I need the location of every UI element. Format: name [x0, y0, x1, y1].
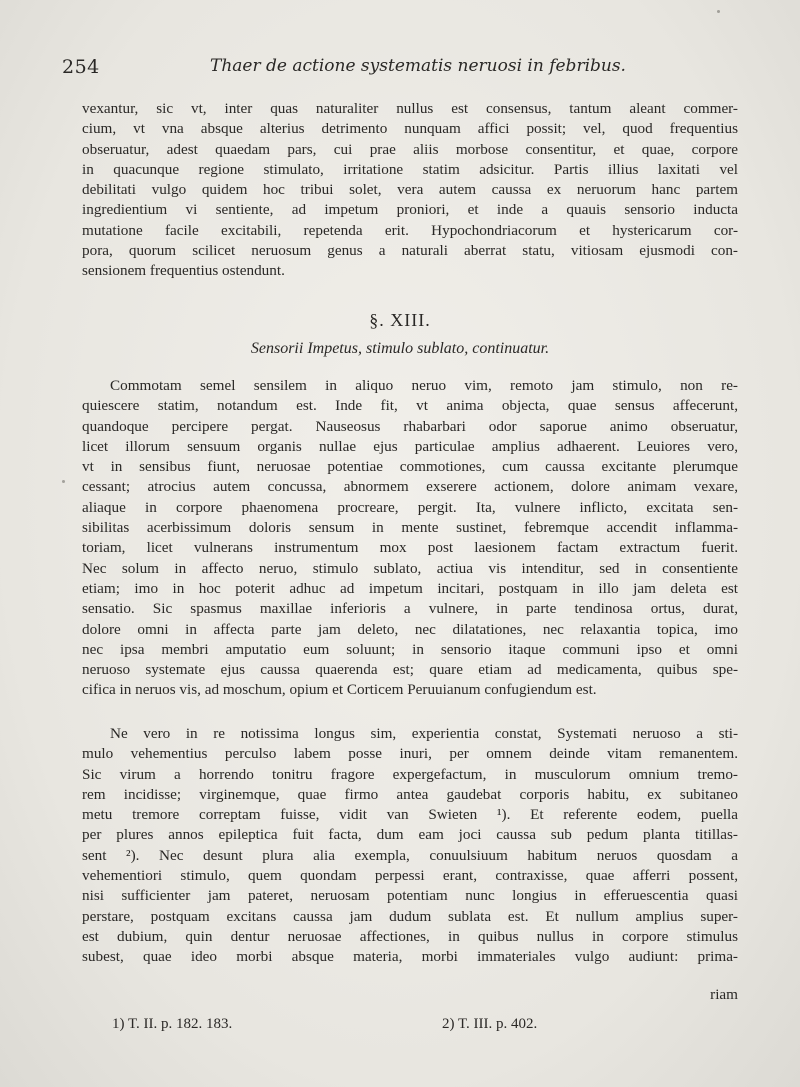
text-line: cessant; atrocius autem concussa, abnormem exserere actionem, dolore animam vexare, [82, 478, 738, 496]
text-line: toriam, licet vulnerans instrumentum mox post laesionem factam extractum fuerit. [82, 539, 738, 557]
running-title: Thaer de actione systematis neruosi in febribus. [210, 56, 626, 76]
text-line: mutatione facile excitabili, repetenda erit. Hypochondriacorum et hystericarum cor- [82, 221, 738, 239]
page-number: 254 [62, 56, 100, 78]
text-line: vexantur, sic vt, inter quas naturaliter nullus est consensus, tantum aleant commer- [82, 100, 738, 117]
catchword: riam [710, 986, 738, 1003]
text-line: ingredientium vi sentiente, ad impetum proniori, et inde a quauis sensorio inducta [82, 201, 738, 219]
paragraph-3 [82, 724, 738, 968]
text-line: Ne vero in re notissima longus sim, experientia constat, Systemati neruoso a sti- [110, 725, 738, 742]
text-line: metu tremore correptam fuisse, vidit van Swieten ¹). Et referente eodem, puella [82, 806, 738, 824]
text-line: sensatio. Sic spasmus maxillae inferioris a vulnere, in parte tendinosa ortus, durat, [82, 600, 738, 618]
text-line: est dubium, quin dentur neruosae affectiones, in quibus nullus in corpore stimulus [82, 927, 738, 945]
text-line: sent ²). Nec desunt plura alia exempla, conuulsiuum habitum neruos quosdam a [82, 846, 738, 864]
text-line: debilitati vulgo quidem hoc tribui solet, vera autem caussa ex neruorum hanc partem [82, 181, 738, 199]
page-header [60, 52, 720, 80]
text-line: Nec solum in affecto neruo, stimulo sublato, actiua vis intenditur, sed in consentiente [82, 559, 738, 577]
text-line: quandoque percipere pergat. Nauseosus rhabarbari odor saporue animo obseruatur, [82, 417, 738, 435]
text-line: cifica in neruos vis, ad moschum, opium et Corticem Peruuianum confugiendum est. [82, 681, 597, 699]
paper-speck [717, 10, 720, 13]
text-line: nec ipsa membri amputatio eum soluunt; in sensorio itaque communi ipso et omni [82, 640, 738, 658]
paragraph-2 [82, 376, 738, 701]
text-line: vehementiori stimulo, quem quondam perpessi erant, contraxisse, quae afferri possent, [82, 867, 738, 885]
text-line: aliaque in corpore phaenomena procreare, pergit. Ita, vulnere inflicto, excitata sen- [82, 498, 738, 516]
text-line: per plures annos epileptica fuit facta, dum eam joci caussa sub pedum planta titillas- [82, 826, 738, 844]
text-line: subest, quae ideo morbi absque materia, morbi immateriales vulgo audiunt: prima- [82, 948, 738, 966]
text-line: in quacunque regione stimulato, irritatione statim adsicitur. Partis illius laxitati vel [82, 160, 738, 178]
text-line: Sic virum a horrendo tonitru fragore expergefactum, in musculorum omnium tremo- [82, 765, 738, 783]
paper-speck [62, 480, 65, 483]
text-line: dolore omni in affecta parte jam deleto, nec dilatationes, nec relaxantia topica, imo [82, 620, 738, 638]
footnote-1: 1) T. II. p. 182. 183. [112, 1016, 233, 1032]
text-line: obseruatur, adest quaedam pars, cui prae aliis morbose consentitur, et quae, corpore [82, 140, 738, 158]
text-line: neruoso systemate ejus caussa quaerenda est; quare etiam ad medicamenta, quibus spe- [82, 661, 738, 679]
text-line: Commotam semel sensilem in aliquo neruo vim, remoto jam stimulo, non re- [110, 377, 738, 394]
section-subtitle: Sensorii Impetus, stimulo sublato, continuatur. [250, 340, 550, 357]
text-line: nisi sufficienter jam pateret, neruosam potentiam nunc longius in efferuescentia quasi [82, 887, 738, 905]
text-line: pora, quorum scilicet neruosum genus a naturali aberrat statu, vitiosam ejusmodi con- [82, 242, 738, 260]
paragraph-1 [82, 99, 738, 282]
text-line: vt in sensibus fiunt, neruosae potentiae commotiones, cum caussa excitante plerumque [82, 458, 738, 476]
footnote-2: 2) T. III. p. 402. [442, 1016, 538, 1032]
text-line: sibilitas acerbissimum doloris sensum in mente sustinet, febremque accendit inflamma- [82, 519, 738, 537]
text-line: quiescere statim, notandum est. Inde fit, vt anima objecta, quae sensus affecerunt, [82, 397, 738, 415]
text-line: etiam; imo in hoc poterit adhuc ad impetum incitari, postquam in illo jam deleta est [82, 579, 738, 597]
text-line: licet illorum sensuum organis nullae ejus particulae amplius adhaerent. Leuiores vero, [82, 437, 738, 455]
text-line: mulo vehementius perculso labem posse inuri, per omnem deinde vitam remanentem. [82, 745, 738, 763]
text-line: rem incidisse; virginemque, quae firmo antea gaudebat corporis habitu, ex subitaneo [82, 785, 738, 803]
text-line: cium, vt vna absque alterius detrimento nunquam affici possit; vel, quod frequentius [82, 120, 738, 138]
section-heading: §. XIII. [369, 310, 431, 330]
text-line: perstare, postquam excitans caussa jam dudum sublata est. Et nullum amplius super- [82, 907, 738, 925]
text-line: sensionem frequentius ostendunt. [82, 262, 285, 280]
